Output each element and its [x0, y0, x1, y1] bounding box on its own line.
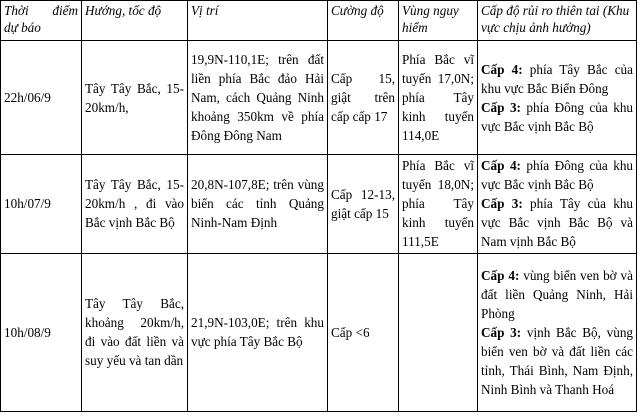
risk-level-label: Cấp 4:: [481, 158, 521, 174]
risk-level-label: Cấp 3:: [481, 324, 522, 340]
risk-area: phía Tây của khu vực Bắc vịnh Bắc Bộ và Nam vịnh Bắc Bộ: [481, 196, 634, 250]
header-time-line1: Thời điểm: [4, 3, 78, 18]
header-intensity: Cường độ: [328, 1, 399, 41]
storm-position: 19,9N-110,1E; trên đất liền phía Bắc đảo Hải Nam, cách Quảng Ninh khoảng 350km về phía Đông Đông Nam: [188, 41, 328, 155]
risk-level-label: Cấp 4:: [481, 267, 520, 283]
table-row: [1, 41, 637, 155]
forecast-time: 22h/06/9: [1, 41, 82, 155]
direction-speed: Tây Tây Bắc, 15-20km/h,: [82, 41, 188, 155]
header-position: Vị trí: [188, 1, 328, 41]
header-time-line2: dự báo: [4, 20, 41, 35]
risk-entry: [481, 60, 633, 98]
storm-intensity: Cấp 12-13, giật cấp 15: [328, 155, 399, 253]
risk-level-cell: [478, 253, 637, 411]
danger-zone: Phía Bắc vĩ tuyến 17,0N; phía Tây kinh tuyến 114,0E: [399, 41, 478, 155]
header-row: [1, 1, 637, 41]
risk-entry: [481, 323, 633, 399]
risk-area: vịnh Bắc Bộ, vùng biển ven bờ và đất liền các tỉnh, Thái Bình, Nam Định, Ninh Bình và Thanh Hoá: [481, 324, 634, 397]
forecast-time: 10h/08/9: [1, 253, 82, 411]
risk-level-label: Cấp 4:: [481, 61, 523, 77]
danger-zone: Phía Bắc vĩ tuyến 18,0N; phía Tây kinh tuyến 111,5E: [399, 155, 478, 253]
storm-intensity: Cấp <6: [328, 253, 399, 411]
risk-level-label: Cấp 3:: [481, 196, 523, 212]
risk-area: phía Tây Bắc của khu vực Bắc Biển Đông: [481, 61, 633, 96]
table-row: [1, 253, 637, 411]
header-danger-zone: Vùng nguy hiểm: [399, 1, 478, 41]
header-time: [1, 1, 82, 41]
direction-speed: Tây Tây Bắc, 15-20km/h , đi vào Bắc vịnh Bắc Bộ: [82, 155, 188, 253]
direction-speed: Tây Tây Bắc, khoảng 20km/h, đi vào đất liền và suy yếu và tan dần: [82, 253, 188, 411]
forecast-time: 10h/07/9: [1, 155, 82, 253]
risk-level-cell: [478, 41, 637, 155]
risk-entry: [481, 98, 633, 136]
risk-level-label: Cấp 3:: [481, 99, 521, 115]
header-direction: Hướng, tốc độ: [82, 1, 188, 41]
header-risk-level: Cấp độ rủi ro thiên tai (Khu vực chịu ảnh hưởng): [478, 1, 637, 41]
risk-area: phía Đông của khu vực Bắc vịnh Bắc Bộ: [481, 99, 634, 134]
risk-area: vùng biển ven bờ và đất liền Quảng Ninh, Hải Phòng: [481, 267, 633, 321]
storm-intensity: Cấp 15, giật trên cấp cấp 17: [328, 41, 399, 155]
table-row: [1, 155, 637, 253]
risk-entry: [481, 194, 633, 251]
storm-position: 21,9N-103,0E; trên khu vực phía Tây Bắc Bộ: [188, 253, 328, 411]
risk-level-cell: [478, 155, 637, 253]
danger-zone: [399, 253, 478, 411]
risk-entry: [481, 266, 633, 323]
storm-position: 20,8N-107,8E; trên vùng biển các tỉnh Quảng Ninh-Nam Định: [188, 155, 328, 253]
risk-area: phía Đông của khu vực Bắc vịnh Bắc Bộ: [481, 158, 634, 193]
risk-entry: [481, 156, 633, 194]
